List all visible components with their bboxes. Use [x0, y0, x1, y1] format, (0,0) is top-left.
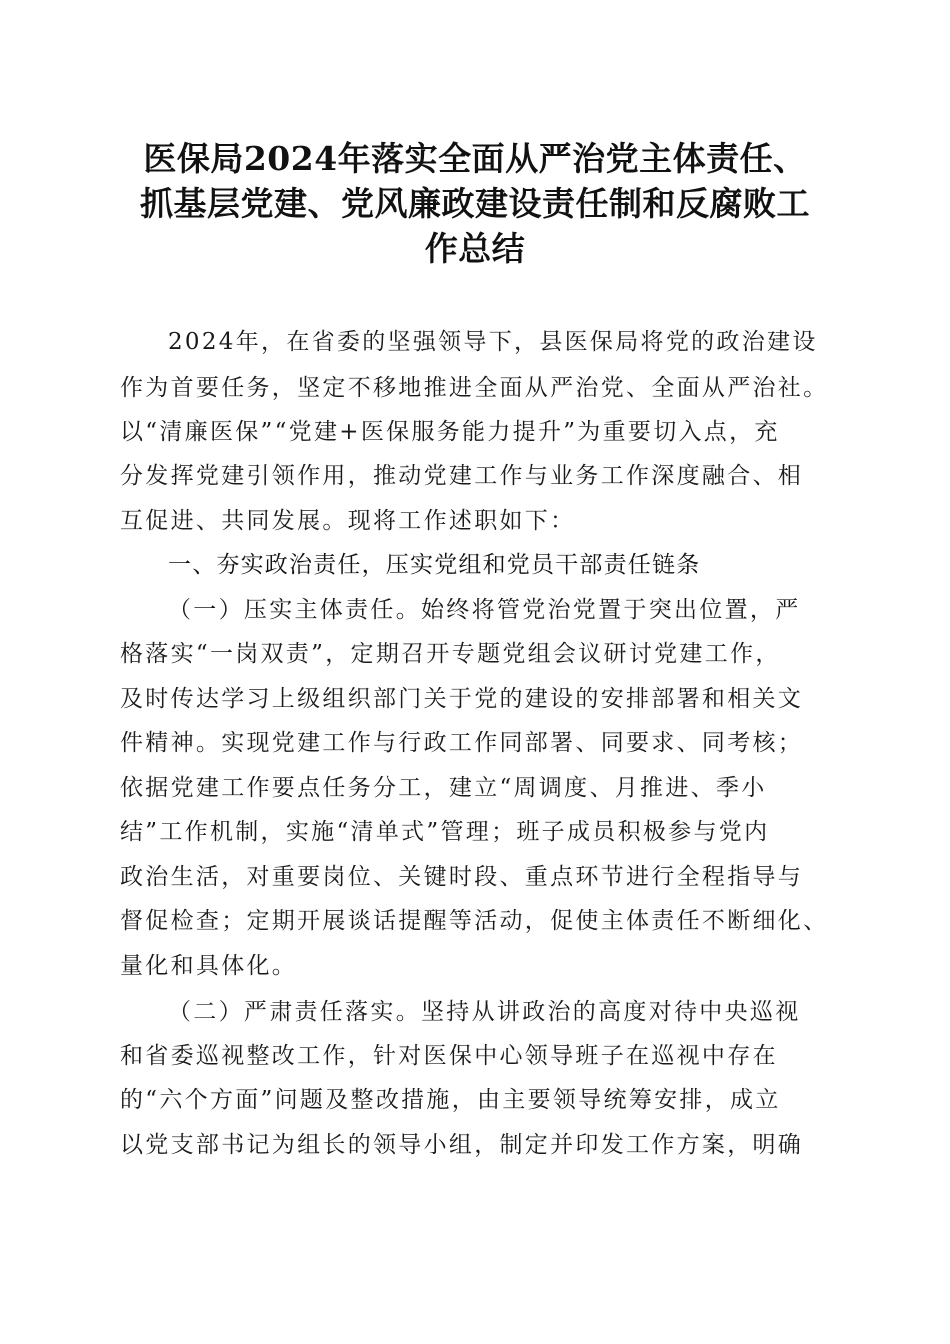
paragraph-line: 及时传达学习上级组织部门关于党的建设的安排部署和相关文 — [120, 686, 804, 712]
paragraph-line: 结”工作机制，实施“清单式”管理；班子成员积极参与党内 — [120, 819, 770, 845]
paragraph-line: 的“六个方面”问题及整改措施，由主要领导统筹安排，成立 — [120, 1087, 781, 1113]
paragraph-line: 依据党建工作要点任务分工，建立“周调度、月推进、季小 — [120, 775, 767, 801]
paragraph-line: 作为首要任务，坚定不移地推进全面从严治党、全面从严治社。 — [120, 375, 829, 401]
section-heading: 一、夯实政治责任，压实党组和党员干部责任链条 — [168, 552, 701, 578]
paragraph-line: 互促进、共同发展。现将工作述职如下： — [120, 508, 576, 534]
paragraph-line: （一）压实主体责任。始终将管党治党置于突出位置，严 — [168, 597, 801, 623]
paragraph-line: 以党支部书记为组长的领导小组，制定并印发工作方案，明确 — [120, 1132, 804, 1158]
paragraph-line: 分发挥党建引领作用，推动党建工作与业务工作深度融合、相 — [120, 463, 804, 489]
paragraph-line: 以“清廉医保”“党建+医保服务能力提升”为重要切入点，充 — [120, 419, 780, 445]
paragraph-line: 政治生活，对重要岗位、关键时段、重点环节进行全程指导与 — [120, 864, 804, 890]
paragraph-line: 件精神。实现党建工作与行政工作同部署、同要求、同考核； — [120, 730, 804, 756]
paragraph-line: 和省委巡视整改工作，针对医保中心领导班子在巡视中存在 — [120, 1043, 778, 1069]
paragraph-line: 量化和具体化。 — [120, 953, 298, 979]
document-title-line-1: 医保局2024年落实全面从严治党主体责任、 — [143, 139, 807, 178]
paragraph-line: 督促检查；定期开展谈话提醒等活动，促使主体责任不断细化、 — [120, 908, 829, 934]
paragraph-line: 格落实“一岗双责”，定期召开专题党组会议研讨党建工作， — [120, 641, 781, 667]
paragraph-line: （二）严肃责任落实。坚持从讲政治的高度对待中央巡视 — [168, 999, 801, 1025]
document-title-line-3: 作总结 — [424, 229, 526, 268]
paragraph-line: 2024年，在省委的坚强领导下，县医保局将党的政治建设 — [168, 329, 818, 355]
document-title-line-2: 抓基层党建、党风廉政建设责任制和反腐败工 — [140, 184, 810, 223]
